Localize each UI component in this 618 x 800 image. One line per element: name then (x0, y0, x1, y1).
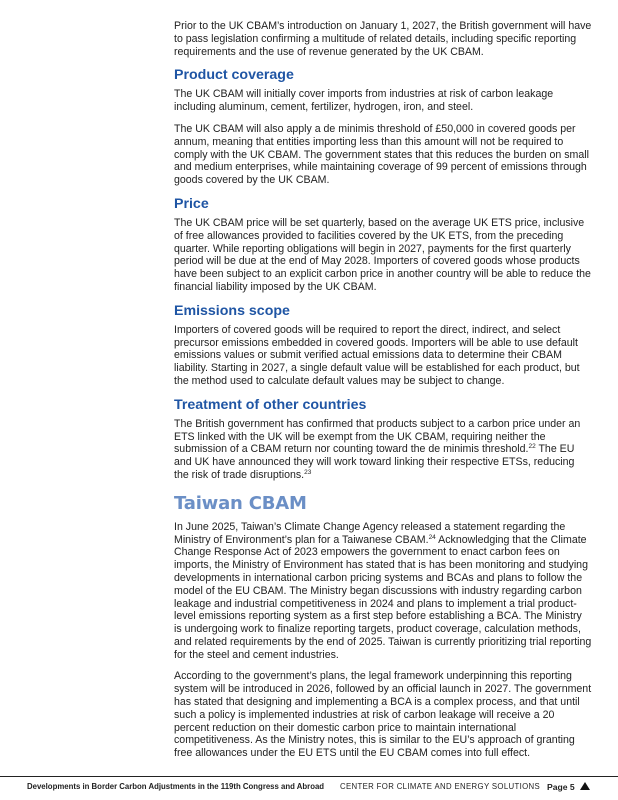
taiwan-paragraph-2: According to the government’s plans, the legal framework underpinning this reporting system will be introduced in 2026, followed by an official launch in 2027. The government has stated that designing and implementing a BCA is a complex process, and that until such a policy is implemented industries at risk of carbon leakage will receive a 20 percent reduction on their domestic carbon price to maintain international competitiveness. As the Ministry notes, this is similar to the EU’s approach of granting free allowances under the EU ETS until the EU CBAM comes into full effect. (174, 670, 592, 760)
footnote-ref-24[interactable]: 24 (428, 533, 436, 541)
taiwan-cbam-heading: Taiwan CBAM (174, 492, 307, 514)
product-coverage-paragraph-1: The UK CBAM will initially cover imports from industries at risk of carbon leakage including aluminum, cement, fertilizer, hydrogen, iron, and steel. (174, 88, 554, 114)
price-paragraph: The UK CBAM price will be set quarterly, based on the average UK ETS price, inclusive of free allowances provided to facilities covered by the UK ETS, from the preceding quarter. While reporting obligations will begin in 2027, payments for the first quarterly period will be due at the end of May 2028. Importers of covered goods whose products have been subject to an explicit carbon price in another country will be able to reduce the financial liability imposed by the UK CBAM. (174, 216, 591, 293)
footer-document-title: Developments in Border Carbon Adjustments in the 119th Congress and Abroad (27, 782, 325, 791)
taiwan-paragraph-1 (174, 521, 592, 662)
main-content (174, 20, 592, 769)
treatment-paragraph (174, 418, 592, 482)
page-footer (0, 779, 618, 795)
emissions-scope-heading: Emissions scope (174, 302, 290, 319)
page-number: Page 5 (547, 782, 575, 792)
footnote-ref-22[interactable]: 22 (528, 443, 536, 451)
product-coverage-paragraph-2: The UK CBAM will also apply a de minimis threshold of £50,000 in covered goods per annum, meaning that entities importing less than this amount will not be required to comply with the UK CBAM. The government states that this reduces the burden on small and medium enterprises, while maintaining coverage of 99 percent of emissions through goods covered by the UK CBAM. (174, 122, 589, 187)
treatment-text-a: The British government has confirmed that products subject to a carbon price under an ETS linked with the UK will be exempt from the UK CBAM, requiring neither the submission of a CBAM return nor counting toward the de minimis threshold. (174, 417, 581, 456)
intro-paragraph: Prior to the UK CBAM’s introduction on January 1, 2027, the British government will have to pass legislation confirming a multitude of related details, including specific reporting requirements and the use of revenue generated by the UK CBAM. (174, 20, 592, 58)
footnote-ref-23[interactable]: 23 (304, 468, 312, 476)
treatment-text-b: The EU and UK have announced they will work toward linking their respective ETSs, reducing the risk of trade disruptions. (174, 443, 575, 481)
price-heading: Price (174, 195, 209, 212)
footer-divider (0, 776, 618, 777)
taiwan-text-b: Acknowledging that the Climate Change Response Act of 2023 empowers the government to enact carbon fees on imports, the Ministry of Environment has stated that is has been monitoring and studying developments in international carbon pricing systems and BCAs and plans to follow the model of the EU CBAM. The Ministry began discussions with industry regarding carbon leakage and industrial competitiveness in 2024 and plans to implement a trial product-level emissions reporting system as a first step before establishing a BCA. The Ministry is undergoing work to finalize reporting targets, product coverage, calculation methods, and related requirements by the end of 2025. Taiwan is currently prioritizing trial reporting for the steel and cement industries. (174, 533, 592, 661)
treatment-heading: Treatment of other countries (174, 396, 367, 413)
footer-organization: CENTER FOR CLIMATE AND ENERGY SOLUTIONS (340, 782, 541, 791)
taiwan-text-a: In June 2025, Taiwan’s Climate Change Agency released a statement regarding the Ministry of Environment’s plan for a Taiwanese CBAM. (174, 520, 566, 546)
triangle-up-icon[interactable] (580, 782, 590, 790)
emissions-scope-paragraph: Importers of covered goods will be required to report the direct, indirect, and select precursor emissions embedded in covered goods. Importers will be able to use default emissions values or submit verified actual emissions data to determine their CBAM liability. Starting in 2027, a single default value will be established for each product, but the method used to calculate default values may be subject to change. (174, 323, 580, 387)
product-coverage-heading: Product coverage (174, 67, 294, 84)
